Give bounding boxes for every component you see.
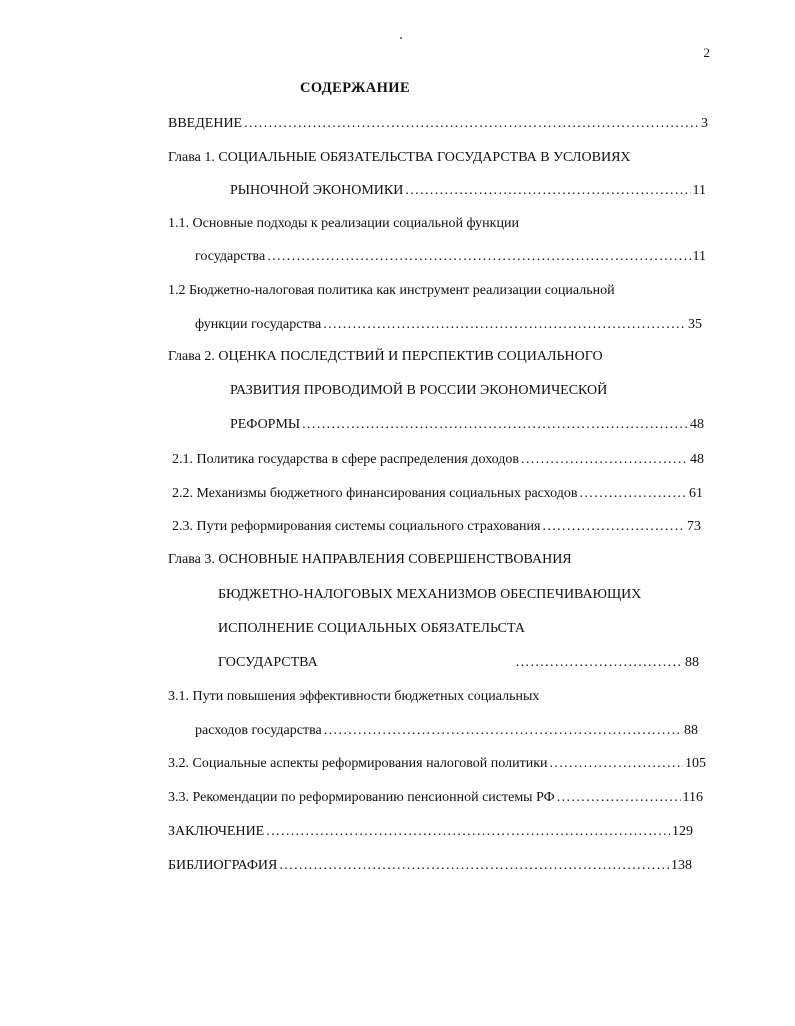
toc-section-3-1-heading[interactable]: 3.1. Пути повышения эффективности бюджетных социальных	[168, 689, 540, 704]
leader-dots	[324, 722, 682, 740]
toc-entry-chapter-1[interactable]	[230, 182, 706, 200]
toc-entry-page: 73	[687, 519, 701, 534]
leader-dots	[244, 115, 699, 133]
toc-entry-section-2-3[interactable]	[172, 518, 701, 536]
toc-section-1-2-heading[interactable]: 1.2 Бюджетно-налоговая политика как инструмент реализации социальной	[168, 283, 615, 298]
toc-entry-text: РЕФОРМЫ	[230, 417, 301, 432]
toc-entry-section-2-2[interactable]	[172, 485, 703, 503]
toc-entry-page: 11	[692, 249, 706, 264]
toc-entry-page: 48	[690, 417, 704, 432]
toc-entry-text: государства	[195, 249, 266, 264]
toc-entry-section-3-3[interactable]	[168, 789, 703, 807]
toc-entry-text: 3.2. Социальные аспекты реформирования налоговой политики	[168, 756, 548, 771]
leader-dots	[279, 857, 669, 875]
toc-entry-text: ГОСУДАРСТВА	[218, 655, 318, 670]
toc-entry-introduction[interactable]	[168, 115, 708, 133]
toc-entry-text: БИБЛИОГРАФИЯ	[168, 858, 278, 873]
toc-entry-text: 2.1. Политика государства в сфере распределения доходов	[172, 452, 519, 467]
toc-chapter-3-heading-cont-2: ИСПОЛНЕНИЕ СОЦИАЛЬНЫХ ОБЯЗАТЕЛЬСТА	[218, 621, 525, 636]
toc-entry-text: 2.3. Пути реформирования системы социального страхования	[172, 519, 541, 534]
leader-dots	[302, 416, 688, 434]
toc-entry-text: 3.3. Рекомендации по реформированию пенсионной системы РФ	[168, 790, 555, 805]
toc-entry-section-3-2[interactable]	[168, 755, 706, 773]
leader-dots	[542, 518, 685, 536]
leader-dots	[579, 485, 687, 503]
toc-entry-text: расходов государства	[195, 723, 322, 738]
leader-dots	[405, 182, 690, 200]
toc-entry-bibliography[interactable]	[168, 857, 692, 875]
leader-dots	[557, 789, 681, 807]
leader-dots	[516, 654, 683, 672]
toc-entry-page: 88	[685, 655, 699, 670]
toc-entry-page: 138	[671, 858, 692, 873]
leader-dots	[266, 823, 670, 841]
toc-entry-section-1-1[interactable]	[195, 248, 706, 266]
toc-chapter-3-heading[interactable]: Глава 3. ОСНОВНЫЕ НАПРАВЛЕНИЯ СОВЕРШЕНСТВОВАНИЯ	[168, 552, 572, 567]
toc-entry-page: 88	[684, 723, 698, 738]
toc-entry-text: ЗАКЛЮЧЕНИЕ	[168, 824, 265, 839]
toc-entry-section-3-1[interactable]	[195, 722, 698, 740]
toc-chapter-2-heading-cont: РАЗВИТИЯ ПРОВОДИМОЙ В РОССИИ ЭКОНОМИЧЕСКОЙ	[230, 383, 608, 398]
toc-entry-page: 35	[688, 317, 702, 332]
toc-entry-conclusion[interactable]	[168, 823, 693, 841]
toc-entry-page: 61	[689, 486, 703, 501]
toc-entry-page: 129	[672, 824, 693, 839]
page-title: СОДЕРЖАНИЕ	[299, 80, 411, 96]
toc-entry-chapter-2[interactable]	[230, 416, 704, 434]
toc-chapter-3-heading-cont-1: БЮДЖЕТНО-НАЛОГОВЫХ МЕХАНИЗМОВ ОБЕСПЕЧИВАЮЩИХ	[218, 587, 642, 602]
toc-entry-page: 11	[692, 183, 706, 198]
leader-dots	[521, 451, 688, 469]
toc-entry-page: 105	[685, 756, 706, 771]
toc-entry-chapter-3[interactable]	[218, 654, 699, 672]
toc-chapter-1-heading[interactable]: Глава 1. СОЦИАЛЬНЫЕ ОБЯЗАТЕЛЬСТВА ГОСУДАРСТВА В УСЛОВИЯХ	[168, 150, 631, 165]
toc-entry-text: 2.2. Механизмы бюджетного финансирования социальных расходов	[172, 486, 578, 501]
toc-entry-page: 3	[701, 116, 708, 131]
toc-entry-text: ВВЕДЕНИЕ	[168, 116, 243, 131]
toc-chapter-2-heading[interactable]: Глава 2. ОЦЕНКА ПОСЛЕДСТВИЙ И ПЕРСПЕКТИВ СОЦИАЛЬНОГО	[168, 349, 603, 364]
toc-entry-text: РЫНОЧНОЙ ЭКОНОМИКИ	[230, 183, 404, 198]
toc-entry-text: функции государства	[195, 317, 322, 332]
toc-entry-section-2-1[interactable]	[172, 451, 704, 469]
page-number: 2	[703, 45, 710, 60]
leader-dots	[267, 248, 690, 266]
toc-entry-section-1-2[interactable]	[195, 316, 702, 334]
toc-entry-page: 116	[682, 790, 703, 805]
toc-section-1-1-heading[interactable]: 1.1. Основные подходы к реализации социальной функции	[168, 216, 519, 231]
leader-dots	[549, 755, 683, 773]
toc-entry-page: 48	[690, 452, 704, 467]
leader-dots	[323, 316, 686, 334]
scan-artifact-dot	[400, 37, 402, 39]
